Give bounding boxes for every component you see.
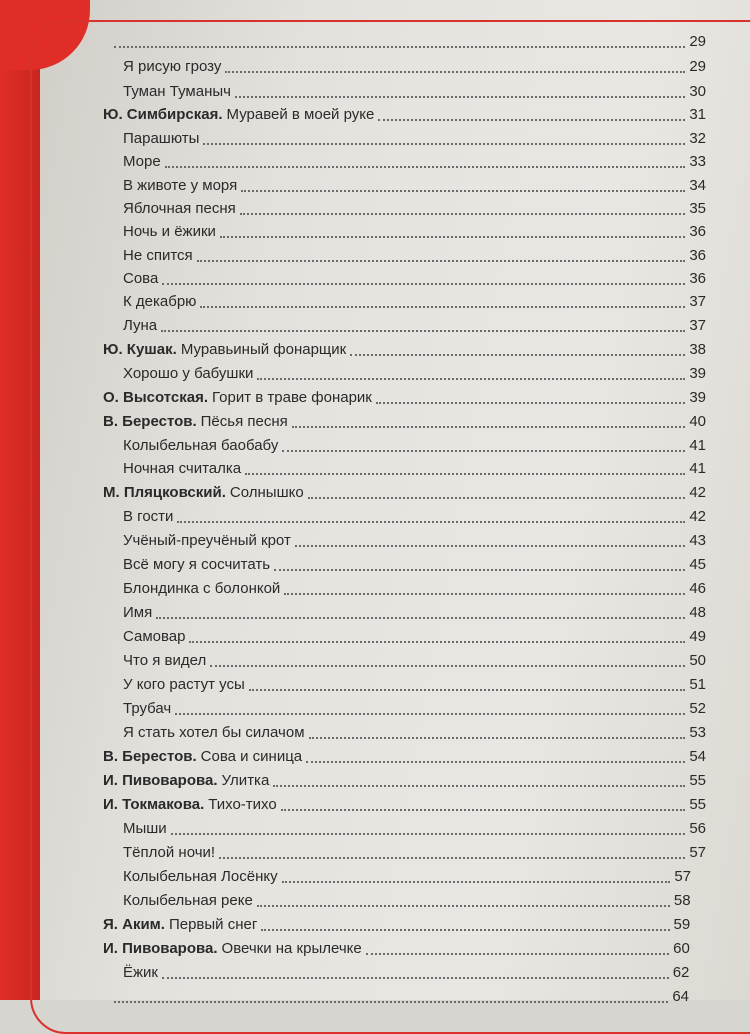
toc-page-number: 31 <box>689 106 706 123</box>
toc-page-number: 51 <box>689 676 706 693</box>
dot-leader <box>257 905 670 907</box>
dot-leader <box>274 569 685 571</box>
toc-entry <box>123 554 706 576</box>
dot-leader <box>282 450 685 452</box>
toc-page-number: 59 <box>673 916 691 933</box>
toc-title: В животе у моря <box>123 177 238 194</box>
toc-entry <box>123 56 706 78</box>
toc-author: О. Высотская. <box>103 389 209 406</box>
toc-entry <box>123 506 706 528</box>
toc-entry <box>103 482 706 504</box>
toc-page-number: 39 <box>689 389 706 406</box>
toc-entry <box>123 530 706 552</box>
toc-page-number: 29 <box>689 33 706 50</box>
toc-entry <box>123 245 706 267</box>
toc-entry <box>123 81 706 103</box>
toc-author: И. Пивоварова. <box>103 940 218 957</box>
toc-title: Улитка <box>221 772 270 789</box>
toc-title: Пёсья песня <box>200 413 288 430</box>
toc-entry <box>123 674 706 696</box>
toc-page-number: 36 <box>689 247 706 264</box>
toc-entry <box>123 291 706 313</box>
toc-page-number: 56 <box>689 820 706 837</box>
toc-title: Овечки на крылечке <box>221 940 362 957</box>
toc-page-number: 43 <box>689 532 706 549</box>
toc-title: Горит в траве фонарик <box>212 389 372 406</box>
toc-title: Яблочная песня <box>123 200 236 217</box>
dot-leader <box>245 473 685 475</box>
toc-entry <box>110 31 706 53</box>
dot-leader <box>306 761 685 763</box>
toc-page-number: 41 <box>689 460 706 477</box>
toc-page-number: 64 <box>672 988 689 1005</box>
toc-page-number: 62 <box>672 964 690 981</box>
dot-leader <box>162 977 669 979</box>
dot-leader <box>261 929 669 931</box>
toc-entry <box>123 363 706 385</box>
toc-entry <box>123 435 706 457</box>
dot-leader <box>281 809 686 811</box>
toc-entry <box>123 151 706 173</box>
dot-leader <box>197 260 686 262</box>
toc-page-number: 54 <box>689 748 706 765</box>
dot-leader <box>292 426 686 428</box>
toc-entry <box>123 650 706 672</box>
toc-author: В. Берестов. <box>103 748 197 765</box>
toc-author: Ю. Симбирская. <box>103 106 223 123</box>
toc-title: Тёплой ночи! <box>123 844 216 861</box>
dot-leader <box>350 354 685 356</box>
toc-title: Колыбельная Лосёнку <box>123 868 278 885</box>
dot-leader <box>114 46 685 48</box>
toc-page-number: 42 <box>689 508 706 525</box>
toc-title: Имя <box>123 604 153 621</box>
toc-page-number: 57 <box>674 868 691 885</box>
toc-title: Я стать хотел бы силачом <box>123 724 305 741</box>
toc-page-number: 32 <box>689 130 706 147</box>
toc-entry <box>123 578 706 600</box>
toc-page-number: 48 <box>689 604 706 621</box>
dot-leader <box>273 785 685 787</box>
toc-author: Ю. Кушак. <box>103 341 177 358</box>
toc-title: У кого растут усы <box>123 676 245 693</box>
dot-leader <box>156 617 685 619</box>
dot-leader <box>235 96 685 98</box>
toc-page-number: 38 <box>689 341 706 358</box>
dot-leader <box>210 665 685 667</box>
toc-page-number: 37 <box>689 293 706 310</box>
toc-entry <box>123 818 706 840</box>
toc-title: В гости <box>123 508 174 525</box>
toc-entry <box>123 268 706 290</box>
dot-leader <box>257 378 685 380</box>
toc-entry <box>123 128 706 150</box>
dot-leader <box>308 497 686 499</box>
toc-author: М. Пляцковский. <box>103 484 226 501</box>
toc-entry <box>103 938 690 960</box>
toc-entry <box>123 602 706 624</box>
toc-page-number: 57 <box>689 844 706 861</box>
toc-title: Муравьиный фонарщик <box>180 341 347 358</box>
toc-author: И. Пивоварова. <box>103 772 218 789</box>
toc-page-number: 60 <box>673 940 690 957</box>
toc-title: Учёный-преучёный крот <box>123 532 291 549</box>
toc-title: Всё могу я сосчитать <box>123 556 271 573</box>
dot-leader <box>165 166 686 168</box>
toc-title: Колыбельная реке <box>123 892 253 909</box>
toc-title: Сова <box>123 270 159 287</box>
toc-title: Муравей в моей руке <box>226 106 375 123</box>
toc-title: Тихо-тихо <box>208 796 277 813</box>
toc-author: Я. Аким. <box>103 916 165 933</box>
dot-leader <box>200 306 685 308</box>
toc-entry <box>123 842 706 864</box>
toc-entry <box>123 962 689 984</box>
toc-page-number: 50 <box>689 652 706 669</box>
toc-entry <box>123 458 706 480</box>
toc-entry <box>110 986 689 1008</box>
toc-page-number: 34 <box>689 177 706 194</box>
dot-leader <box>162 283 685 285</box>
toc-page-number: 58 <box>673 892 691 909</box>
toc-entry <box>123 722 706 744</box>
toc-page-number: 55 <box>689 796 706 813</box>
toc-title: Мыши <box>123 820 167 837</box>
toc-entry <box>123 866 691 888</box>
toc-page-number: 33 <box>689 153 706 170</box>
toc-entry <box>123 175 706 197</box>
toc-entry <box>103 794 706 816</box>
toc-page-number: 49 <box>689 628 706 645</box>
toc-title: Первый снег <box>168 916 258 933</box>
toc-page-number: 30 <box>689 83 706 100</box>
toc-entry <box>123 890 691 912</box>
toc-entry <box>123 698 706 720</box>
toc-title: Туман Туманыч <box>123 83 231 100</box>
toc-page-number: 55 <box>689 772 706 789</box>
dot-leader <box>366 953 669 955</box>
dot-leader <box>175 713 685 715</box>
dot-leader <box>171 833 686 835</box>
toc-page-number: 29 <box>689 58 706 75</box>
dot-leader <box>240 213 686 215</box>
dot-leader <box>309 737 686 739</box>
toc-page-number: 53 <box>689 724 706 741</box>
toc-page-number: 46 <box>689 580 706 597</box>
toc-title: Ночь и ёжики <box>123 223 216 240</box>
dot-leader <box>295 545 685 547</box>
toc-title: Я рисую грозу <box>123 58 222 75</box>
toc-entry <box>123 315 706 337</box>
toc-title: Не спится <box>123 247 193 264</box>
dot-leader <box>220 236 685 238</box>
toc-title: Море <box>123 153 161 170</box>
toc-entry <box>103 411 706 433</box>
toc-entry <box>123 221 706 243</box>
toc-title: Ёжик <box>123 964 158 981</box>
toc-title: К декабрю <box>123 293 197 310</box>
toc-title: Самовар <box>123 628 186 645</box>
dot-leader <box>177 521 685 523</box>
toc-title: Парашюты <box>123 130 200 147</box>
toc-page-number: 45 <box>689 556 706 573</box>
toc-entry <box>103 339 706 361</box>
dot-leader <box>249 689 686 691</box>
toc-title: Сова и синица <box>200 748 303 765</box>
dot-leader <box>282 881 671 883</box>
toc-page-number: 41 <box>689 437 706 454</box>
toc-title: Трубач <box>123 700 172 717</box>
toc-page-number: 36 <box>689 270 706 287</box>
dot-leader <box>219 857 685 859</box>
toc-page-number: 52 <box>689 700 706 717</box>
toc-entry <box>103 914 690 936</box>
toc-page-number: 35 <box>689 200 706 217</box>
toc-author: В. Берестов. <box>103 413 197 430</box>
toc-title: Солнышко <box>229 484 304 501</box>
toc-entry <box>123 626 706 648</box>
toc-title: Луна <box>123 317 158 334</box>
toc-entry <box>103 770 706 792</box>
toc-entry <box>103 746 706 768</box>
toc-page-number: 36 <box>689 223 706 240</box>
dot-leader <box>161 330 685 332</box>
toc-title: Колыбельная баобабу <box>123 437 279 454</box>
dot-leader <box>378 119 685 121</box>
toc-page-number: 39 <box>689 365 706 382</box>
toc-page-number: 42 <box>689 484 706 501</box>
dot-leader <box>225 71 685 73</box>
toc-page-number: 37 <box>689 317 706 334</box>
toc-page-number: 40 <box>689 413 706 430</box>
toc-title: Блондинка с болонкой <box>123 580 281 597</box>
toc-entry <box>103 104 706 126</box>
dot-leader <box>203 143 685 145</box>
dot-leader <box>241 190 685 192</box>
dot-leader <box>376 402 685 404</box>
toc-entry <box>103 387 706 409</box>
toc-title: Ночная считалка <box>123 460 242 477</box>
dot-leader <box>284 593 685 595</box>
dot-leader <box>189 641 685 643</box>
toc-title: Хорошо у бабушки <box>123 365 254 382</box>
toc-entry <box>123 198 706 220</box>
toc-author: И. Токмакова. <box>103 796 205 813</box>
toc-title: Что я видел <box>123 652 207 669</box>
dot-leader <box>114 1001 668 1003</box>
